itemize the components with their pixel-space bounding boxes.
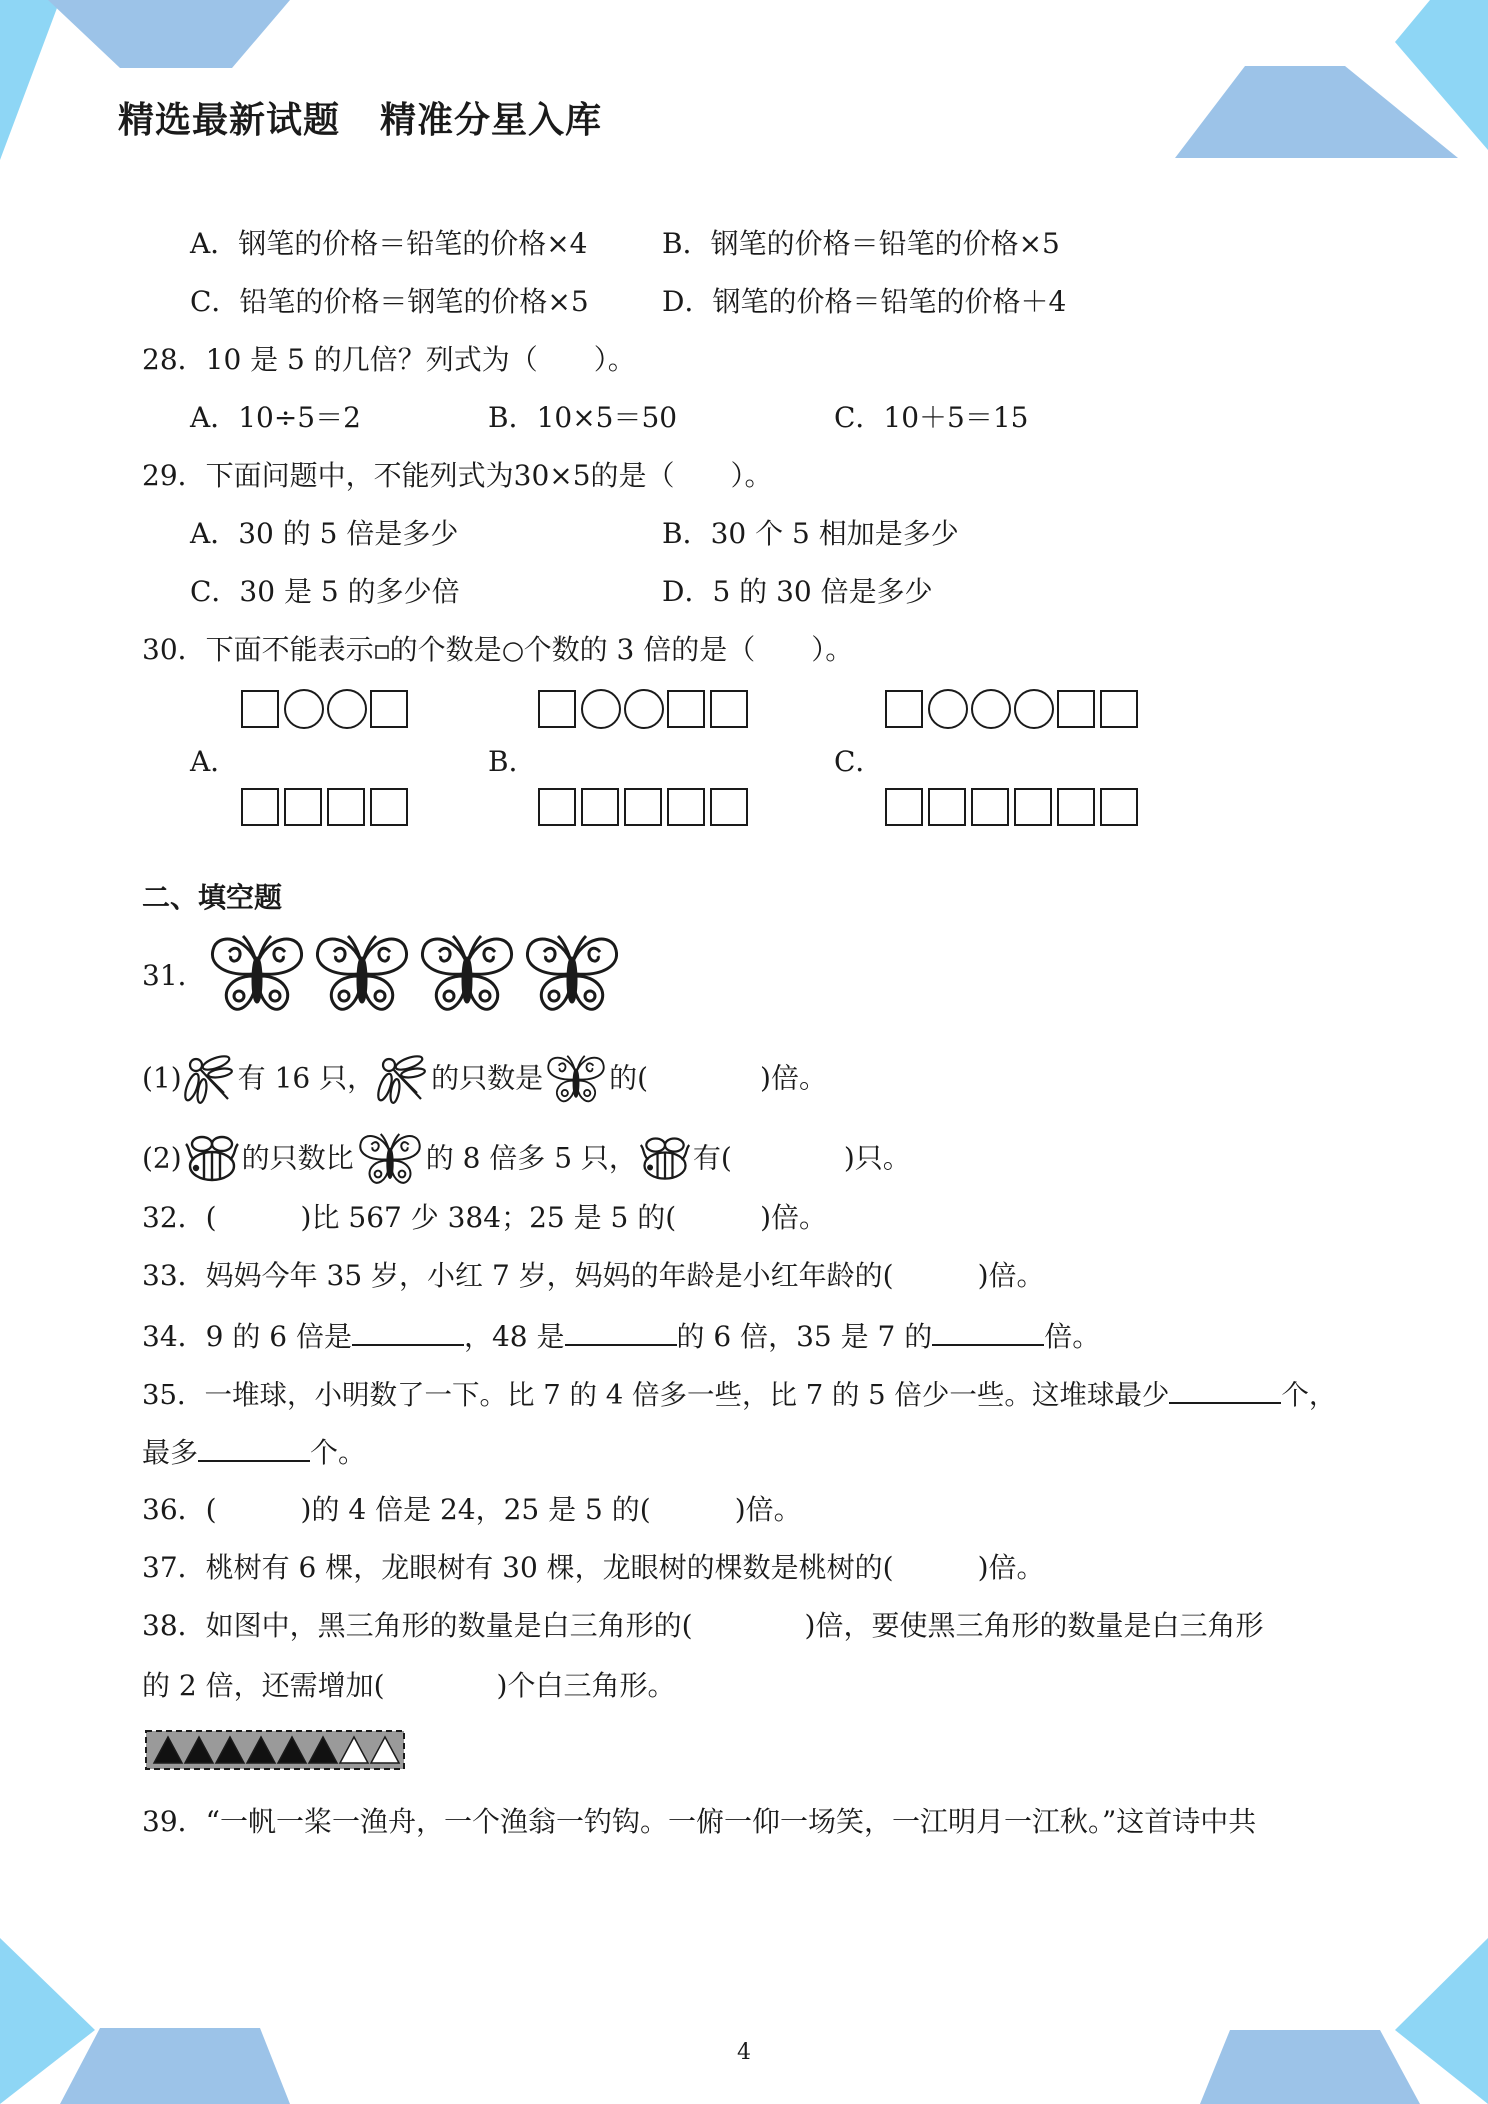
q33-text: 33．妈妈今年 35 岁，小红 7 岁，妈妈的年龄是小红年龄的( )倍。 [142, 1259, 1045, 1292]
q30-option-a-top-row [240, 687, 440, 731]
square-shape [1101, 789, 1137, 825]
header-title [118, 92, 602, 143]
q31-part2-text-a: 的只数比 [241, 1141, 354, 1175]
dragonfly-icon [375, 1053, 431, 1107]
circle-shape [929, 690, 967, 728]
q31-part1-label: (1) [142, 1061, 182, 1095]
square-shape [539, 691, 575, 727]
q29-option-d: D．5 的 30 倍是多少 [662, 575, 933, 608]
q34-text-d: 倍。 [1044, 1320, 1101, 1353]
butterfly-icon [417, 930, 517, 1020]
q34-text-c: 的 6 倍，35 是 7 的 [676, 1320, 933, 1353]
header-title-right: 精准分星入库 [380, 100, 603, 141]
square-shape [1015, 789, 1051, 825]
q28-option-c: C．10＋5＝15 [834, 401, 1029, 434]
square-shape [328, 789, 364, 825]
q34-text-a: 34．9 的 6 倍是 [142, 1320, 352, 1353]
butterfly-icon [543, 1052, 609, 1108]
square-shape [371, 691, 407, 727]
square-shape [711, 789, 747, 825]
square-shape [886, 691, 922, 727]
square-shape [711, 691, 747, 727]
square-shape [668, 691, 704, 727]
q34-text [142, 1314, 1100, 1357]
q27-option-d: D．钢笔的价格＝铅笔的价格＋4 [662, 285, 1067, 318]
square-shape [371, 789, 407, 825]
square-shape [929, 789, 965, 825]
q32-text: 32．( )比 567 少 384；25 是 5 的( )倍。 [142, 1201, 828, 1234]
page-number: 4 [737, 2040, 751, 2065]
answer-blank[interactable] [1169, 1372, 1281, 1404]
butterfly-icon [354, 1130, 426, 1190]
section-fill-in-title: 二、填空题 [142, 881, 283, 914]
q28-option-a: A．10÷5＝2 [190, 401, 361, 434]
butterfly-icon [207, 930, 307, 1020]
q31-part2 [142, 1130, 911, 1190]
q38-line1: 38．如图中，黑三角形的数量是白三角形的( )倍，要使黑三角形的数量是白三角形 [142, 1609, 1264, 1642]
q36-text: 36．( )的 4 倍是 24，25 是 5 的( )倍。 [142, 1493, 802, 1526]
bee-icon [182, 1130, 242, 1190]
circle-shape [582, 690, 620, 728]
q37-text: 37．桃树有 6 棵，龙眼树有 30 棵，龙眼树的棵数是桃树的( )倍。 [142, 1551, 1045, 1584]
corner-triangle-top-left [0, 0, 60, 160]
q34-text-b: ，48 是 [463, 1320, 565, 1353]
square-shape [242, 789, 278, 825]
answer-blank[interactable] [198, 1430, 310, 1462]
q38-line2: 的 2 倍，还需增加( )个白三角形。 [142, 1669, 676, 1702]
dragonfly-icon [182, 1053, 238, 1107]
q30-option-b-top-row [537, 687, 777, 731]
corner-triangle-bottom-right [1395, 1938, 1488, 2104]
square-shape [886, 789, 922, 825]
q31-part2-text-c: 有( )只。 [692, 1141, 911, 1175]
answer-blank[interactable] [565, 1314, 677, 1346]
q30-stem-pre: 30．下面不能表示 [142, 633, 374, 666]
q35-text-b: 个， [1281, 1379, 1337, 1411]
butterfly-icon [522, 930, 622, 1020]
q30-label-b: B． [488, 745, 537, 778]
q31-number: 31． [142, 959, 206, 992]
circle-shape [285, 690, 323, 728]
q31-part2-label: (2) [142, 1141, 182, 1175]
q30-stem-post: 个数的 3 倍的是（ ）。 [523, 633, 854, 666]
q31-butterfly-row [207, 930, 622, 1024]
q30-stem-mid: 的个数是 [389, 633, 502, 666]
q30-label-c: C． [834, 745, 884, 778]
q35-line2 [142, 1430, 366, 1473]
q30-option-c-bottom-row [884, 785, 1174, 829]
triangle-figure [144, 1729, 408, 1773]
square-shape [285, 789, 321, 825]
q31-part1-text-b: 的只数是 [431, 1061, 544, 1095]
q35-text-a: 35．一堆球，小明数了一下。比 7 的 4 倍多一些，比 7 的 5 倍少一些。这堆球最少 [142, 1379, 1170, 1411]
q30-option-b-bottom-row [537, 785, 777, 829]
q31-part2-text-b: 的 8 倍多 5 只， [425, 1141, 637, 1175]
q28-option-b: B．10×5＝50 [488, 401, 678, 434]
square-shape [1101, 691, 1137, 727]
square-shape [972, 789, 1008, 825]
square-shape [582, 789, 618, 825]
q30-option-a-bottom-row [240, 785, 440, 829]
square-shape [625, 789, 661, 825]
q35-text-d: 个。 [310, 1436, 367, 1469]
q29-option-a: A．30 的 5 倍是多少 [190, 517, 459, 550]
small-square-icon [374, 644, 390, 660]
q27-option-c: C．铅笔的价格＝钢笔的价格×5 [190, 285, 589, 318]
square-shape [668, 789, 704, 825]
circle-shape [625, 690, 663, 728]
answer-blank[interactable] [932, 1314, 1044, 1346]
square-shape [1058, 789, 1094, 825]
q31-part1-text-a: 有 16 只， [237, 1061, 376, 1095]
q31-part1 [142, 1052, 827, 1108]
circle-shape [328, 690, 366, 728]
trapezoid-top-left [48, 0, 290, 68]
q39-text: 39．“一帆一桨一渔舟，一个渔翁一钓钩。一俯一仰一场笑，一江明月一江秋。”这首诗中共 [142, 1805, 1257, 1838]
q35-line1 [142, 1372, 1336, 1415]
q27-option-b: B．钢笔的价格＝铅笔的价格×5 [662, 227, 1060, 260]
q30-option-c-top-row [884, 687, 1174, 731]
trapezoid-top-right [1175, 66, 1458, 158]
circle-shape [972, 690, 1010, 728]
q31-part1-text-c: 的( )倍。 [609, 1061, 827, 1095]
square-shape [539, 789, 575, 825]
q29-option-b: B．30 个 5 相加是多少 [662, 517, 959, 550]
q29-option-c: C．30 是 5 的多少倍 [190, 575, 460, 608]
small-circle-icon [502, 641, 524, 663]
bee-icon [637, 1132, 693, 1188]
square-shape [242, 691, 278, 727]
q27-option-a: A．钢笔的价格＝铅笔的价格×4 [190, 227, 588, 260]
header-title-left: 精选最新试题 [118, 100, 341, 141]
butterfly-icon [312, 930, 412, 1020]
square-shape [1058, 691, 1094, 727]
circle-shape [1015, 690, 1053, 728]
q30-label-a: A． [190, 745, 239, 778]
q35-text-c: 最多 [142, 1436, 199, 1469]
q28-stem: 28．10 是 5 的几倍？列式为（ ）。 [142, 343, 636, 376]
q29-stem: 29．下面问题中，不能列式为30×5的是（ ）。 [142, 459, 773, 492]
answer-blank[interactable] [352, 1314, 464, 1346]
q30-stem [142, 630, 853, 670]
